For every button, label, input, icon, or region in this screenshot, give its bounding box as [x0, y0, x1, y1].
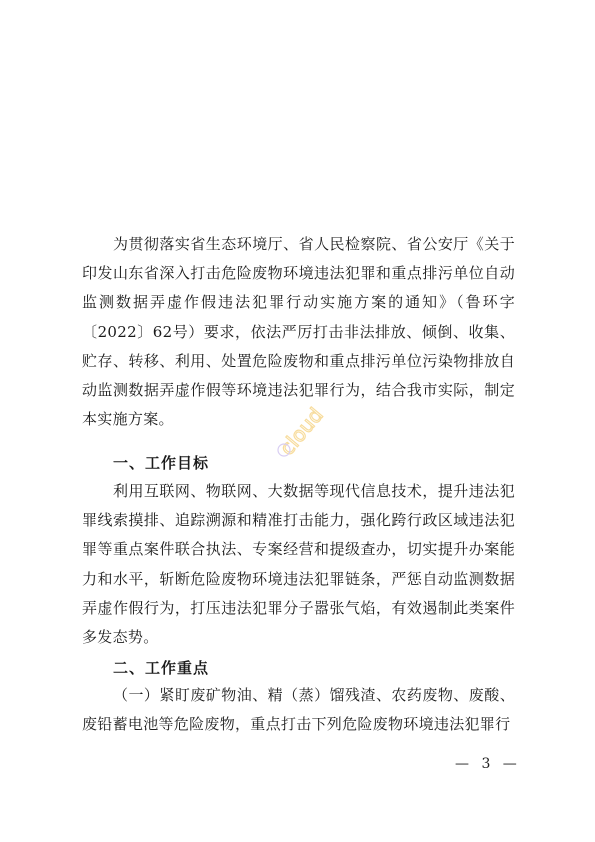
cloud-watermark-icon [262, 392, 342, 472]
section-2-paragraph: （一）紧盯废矿物油、精（蒸）馏残渣、农药废物、废酸、废铅蓄电池等危险废物，重点打击下列危险废物环境违法犯罪行 [82, 686, 515, 734]
watermark-text: cloud [274, 402, 328, 460]
section-1-heading: 一、工作目标 [113, 454, 210, 472]
section-2-heading: 二、工作重点 [113, 659, 210, 677]
page-number: — 3 — [455, 756, 521, 772]
section-1-paragraph: 利用互联网、物联网、大数据等现代信息技术，提升违法犯罪线索摸排、追踪溯源和精准打击能力，强化跨行政区域违法犯罪等重点案件联合执法、专案经营和提级查办，切实提升办案能力和水平，斩断危险废物环境违法犯罪链条，严惩自动监测数据弄虚作假行为，打压违法犯罪分子嚣张气焰，有效遏制此类案件多发态势。 [82, 482, 515, 647]
intro-paragraph: 为贯彻落实省生态环境厅、省人民检察院、省公安厅《关于印发山东省深入打击危险废物环境违法犯罪和重点排污单位自动监测数据弄虚作假违法犯罪行动实施方案的通知》（鲁环字〔2022〕62号）要求，依法严厉打击非法排放、倾倒、收集、贮存、转移、利用、处置危险废物和重点排污单位污染物排放自动监测数据弄虚作假等环境违法犯罪行为，结合我市实际，制定本实施方案。 [82, 235, 515, 429]
